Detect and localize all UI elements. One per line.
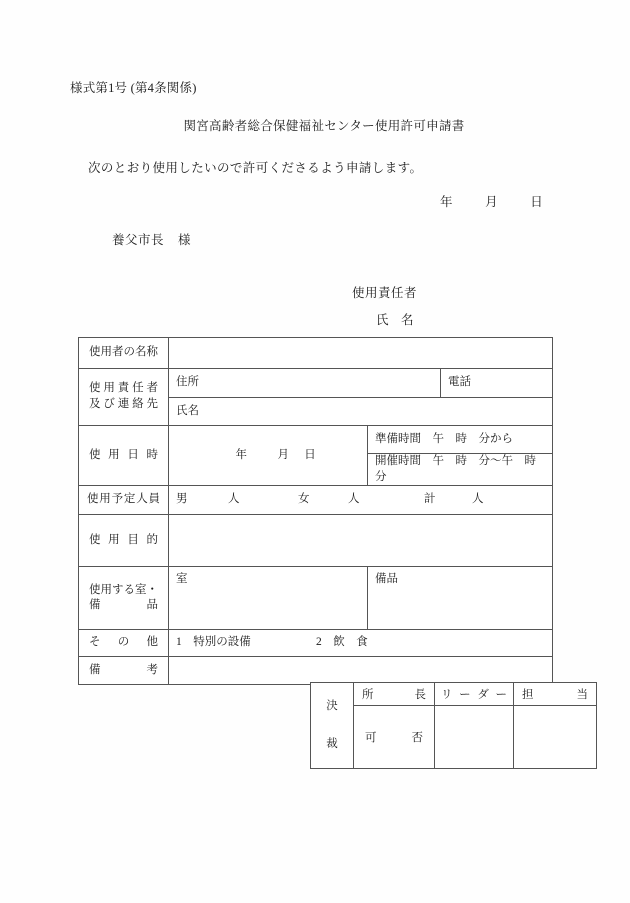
row-label-purpose: 使用目的 [79, 515, 169, 567]
row-label-contact: 使用責任者 及び連絡先 [79, 369, 169, 426]
approval-stamp-box [310, 682, 597, 769]
other-option-1[interactable]: 1 特別の設備 [176, 636, 251, 649]
row-label-room-equipment: 使用する室・ 備 品 [79, 567, 169, 630]
addressee [112, 230, 191, 248]
row-label-other: その他 [79, 630, 169, 657]
approval-side-char-1: 決 [326, 700, 338, 712]
page-title: 関宮高齢者総合保健福祉センター使用許可申請書 [183, 119, 465, 133]
field-room-label: 室 [176, 573, 188, 586]
addressee-name: 養父市長 [112, 233, 165, 247]
approval-decision-yes[interactable]: 可 [365, 732, 412, 744]
field-room[interactable] [169, 567, 368, 630]
approval-cell-director[interactable] [354, 706, 435, 769]
table-row-address [79, 369, 553, 398]
approval-header-row [311, 683, 597, 706]
date-line [440, 192, 543, 210]
field-event-time[interactable]: 開催時間 午 時 分～午 時 分 [368, 454, 553, 486]
approval-side-char-2: 裁 [326, 737, 338, 750]
field-prep-time[interactable]: 準備時間 午 時 分から [368, 426, 553, 454]
application-table [78, 337, 553, 685]
field-remarks[interactable] [169, 657, 553, 685]
use-date-day: 日 [304, 448, 316, 461]
date-day-label: 日 [530, 195, 543, 209]
table-row-purpose [79, 515, 553, 567]
approval-value-row [311, 706, 597, 769]
addressee-honorific: 様 [178, 233, 192, 247]
approval-cell-staff[interactable] [514, 706, 597, 769]
field-equipment-label: 備品 [375, 573, 398, 586]
field-other[interactable] [169, 630, 553, 657]
field-phone-label: 電話 [448, 376, 471, 389]
lead-paragraph: 次のとおり使用したいので許可くださるよう申請します。 [88, 161, 423, 175]
field-use-date[interactable] [169, 426, 368, 486]
use-date-year: 年 [235, 448, 247, 461]
approval-decision-no[interactable]: 否 [411, 732, 423, 744]
headcount-female-label: 女 [298, 493, 310, 506]
table-row-room-equipment [79, 567, 553, 630]
field-phone[interactable] [441, 369, 553, 398]
approval-side-label [311, 683, 354, 769]
approval-header-leader: リーダー [435, 683, 514, 706]
other-option-2[interactable]: 2 飲 食 [316, 636, 368, 649]
table-row-user-name [79, 338, 553, 369]
field-user-name[interactable] [169, 338, 553, 369]
table-row-headcount [79, 486, 553, 515]
headcount-male-label: 男 [176, 493, 188, 506]
field-purpose[interactable] [169, 515, 553, 567]
headcount-total-unit: 人 [472, 493, 484, 506]
table-row-remarks [79, 657, 553, 685]
row-label-headcount: 使用予定人員 [79, 486, 169, 515]
field-fullname-label: 氏名 [176, 404, 199, 417]
table-row-prep-time [79, 426, 553, 454]
field-fullname[interactable] [169, 398, 553, 426]
field-address-label: 住所 [176, 376, 199, 389]
row-label-user-name: 使用者の名称 [79, 338, 169, 369]
headcount-female-unit: 人 [348, 493, 360, 506]
row-label-datetime: 使用日時 [79, 426, 169, 486]
approval-cell-leader[interactable] [435, 706, 514, 769]
use-date-month: 月 [277, 448, 289, 461]
row-label-remarks: 備考 [79, 657, 169, 685]
form-number: 様式第1号 (第4条関係) [70, 81, 197, 95]
headcount-male-unit: 人 [228, 493, 240, 506]
field-address[interactable] [169, 369, 441, 398]
date-year-label: 年 [440, 195, 453, 209]
approval-header-director: 所 長 [354, 683, 435, 706]
signer-block [352, 283, 417, 328]
date-month-label: 月 [485, 195, 498, 209]
approval-header-staff: 担 当 [514, 683, 597, 706]
table-row-other [79, 630, 553, 657]
field-headcount[interactable] [169, 486, 553, 515]
signer-name-label: 氏 名 [376, 313, 415, 327]
field-equipment[interactable] [368, 567, 553, 630]
signer-role-label: 使用責任者 [352, 286, 418, 300]
headcount-total-label: 計 [424, 493, 436, 506]
